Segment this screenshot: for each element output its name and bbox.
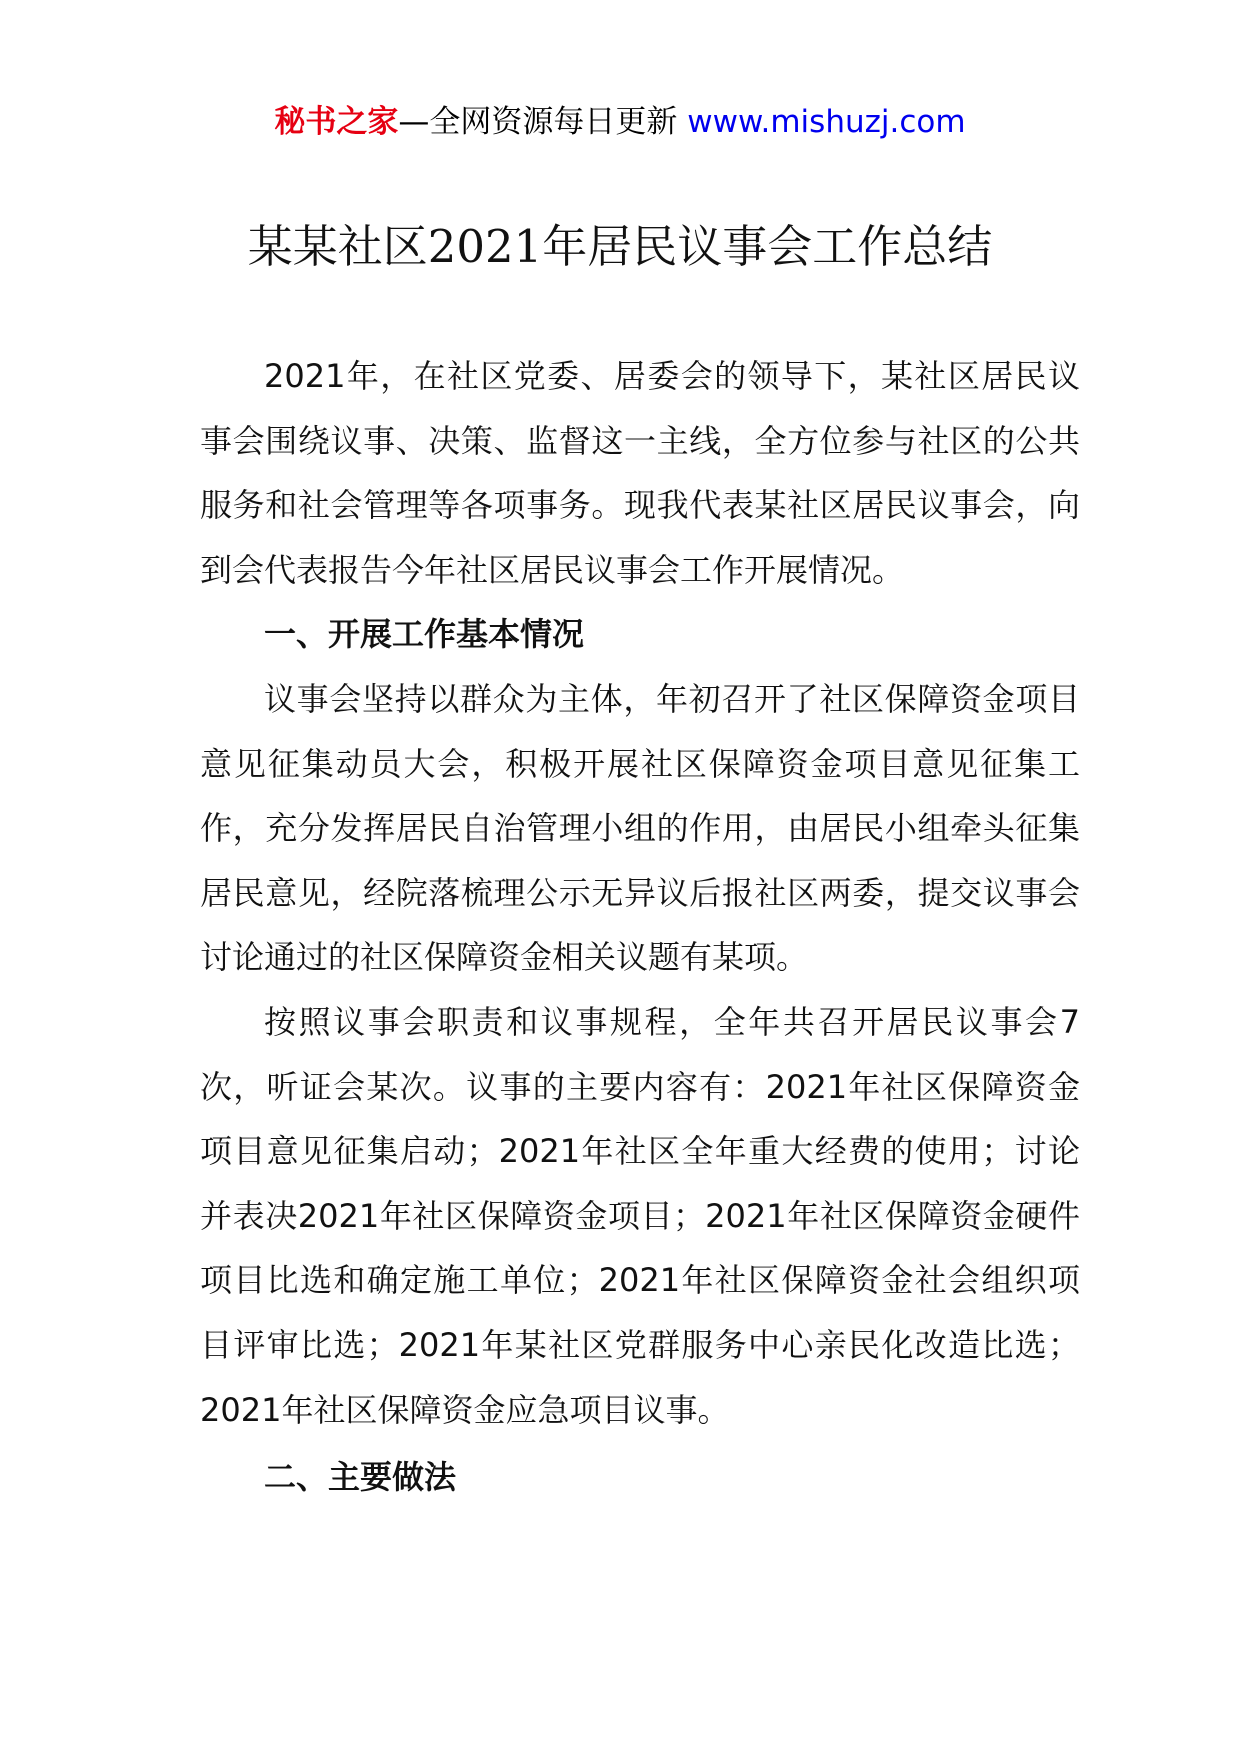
section1-paragraph-1: 议事会坚持以群众为主体，年初召开了社区保障资金项目意见征集动员大会，积极开展社区保障资金项目意见征集工作，充分发挥居民自治管理小组的作用，由居民小组牵头征集居民意见，经院落梳理公示无异议后报社区两委，提交议事会讨论通过的社区保障资金相关议题有某项。 (200, 679, 1080, 977)
document-title: 某某社区2021年居民议事会工作总结 (247, 220, 993, 273)
section-heading-2: 二、主要做法 (264, 1458, 457, 1497)
section-heading-1: 一、开展工作基本情况 (264, 615, 585, 654)
header-tagline: —全网资源每日更新 (398, 104, 678, 140)
document-body (200, 344, 1080, 1510)
site-header (0, 100, 1240, 144)
section1-paragraph-2: 按照议事会职责和议事规程，全年共召开居民议事会7次，听证会某次。议事的主要内容有：2021年社区保障资金项目意见征集启动；2021年社区全年重大经费的使用；讨论并表决2021年社区保障资金项目；2021年社区保障资金硬件项目比选和确定施工单位；2021年社区保障资金社会组织项目评审比选；2021年某社区党群服务中心亲民化改造比选；2021年社区保障资金应急项目议事。 (200, 1002, 1080, 1429)
intro-paragraph: 2021年，在社区党委、居委会的领导下，某社区居民议事会围绕议事、决策、监督这一主线，全方位参与社区的公共服务和社会管理等各项事务。现我代表某社区居民议事会，向到会代表报告今年社区居民议事会工作开展情况。 (200, 357, 1080, 589)
brand-name: 秘书之家 (274, 104, 399, 140)
site-url-link[interactable]: www.mishuzj.com (687, 104, 966, 140)
